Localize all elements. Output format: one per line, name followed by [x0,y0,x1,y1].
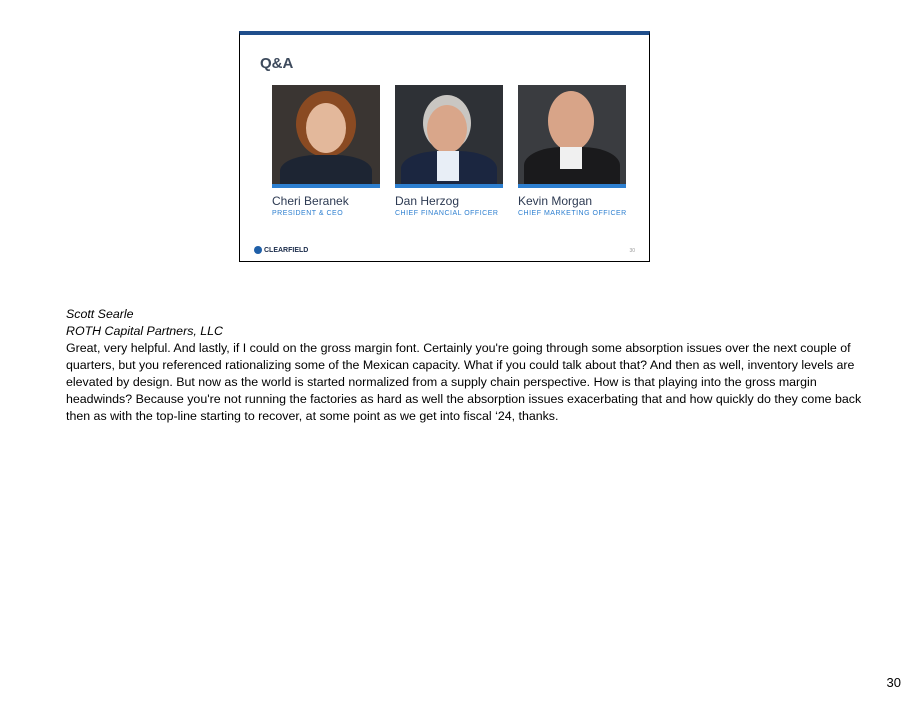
person-photo [518,85,626,188]
slide-number: 30 [629,248,635,254]
transcript-text: Great, very helpful. And lastly, if I could on the gross margin font. Certainly you're going through some absorption issues over the next couple of quarters, but you referenced rationalizing some of the Mexican capacity. What if you could talk about that? And then as well, inventory levels are elevated by design. But now as the world is started normalized from a supply chain perspective. How is that playing into the gross margin headwinds? Because you're not running the factories as hard as well the absorption issues exacerbating that and how quickly do they come back then as with the top-line starting to recover, at some point as we get into fiscal ‘24, thanks. [66,341,862,423]
clearfield-logo [254,246,308,254]
speaker-name: Scott Searle [66,307,134,321]
person-name: Kevin Morgan [518,194,593,208]
person-photo [395,85,503,188]
logo-mark-icon [254,246,262,254]
person-card-cheri [272,85,382,217]
person-photo [272,85,380,188]
person-role: CHIEF FINANCIAL OFFICER [395,210,499,217]
person-role: CHIEF MARKETING OFFICER [518,210,627,217]
person-card-dan [395,85,505,217]
person-name: Cheri Beranek [272,194,349,208]
page-number: 30 [886,675,901,690]
speaker-firm: ROTH Capital Partners, LLC [66,324,224,338]
person-card-kevin [518,85,628,217]
slide-title: Q&A [260,55,294,72]
person-name: Dan Herzog [395,194,460,208]
embedded-slide [239,31,650,262]
person-role: PRESIDENT & CEO [272,210,344,217]
transcript-block [66,306,866,425]
logo-text: CLEARFIELD [264,246,309,254]
